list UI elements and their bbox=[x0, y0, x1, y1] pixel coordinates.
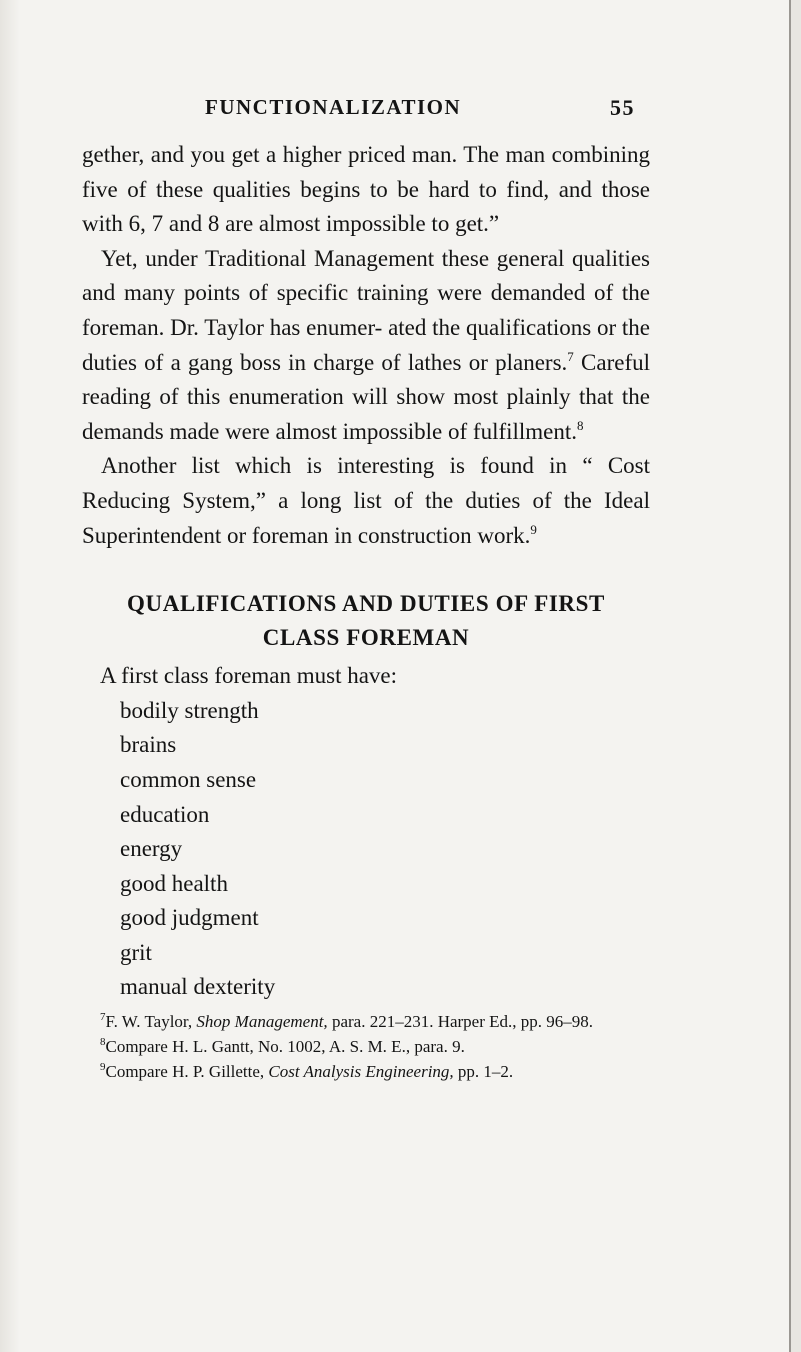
paragraph-continuation: gether, and you get a higher priced man. The man combining five of these qualities begins to be hard to find, and those with 6, 7 and 8 are almost impossible to get.” bbox=[82, 142, 650, 237]
running-title: FUNCTIONALIZATION bbox=[205, 95, 462, 119]
page-header bbox=[205, 95, 635, 127]
list-item: manual dexterity bbox=[120, 974, 276, 1000]
footnote-ref-9: 9 bbox=[530, 521, 537, 537]
footnote-text: Compare H. P. Gillette, bbox=[105, 1062, 269, 1082]
page-body bbox=[82, 138, 650, 1084]
list-item: education bbox=[120, 801, 210, 827]
list-item: good health bbox=[120, 870, 228, 896]
footnote-title: Cost Analysis Engineering, bbox=[268, 1062, 454, 1082]
footnote-7 bbox=[82, 1009, 650, 1034]
footnote-9 bbox=[82, 1059, 650, 1084]
footnote-text: para. 221–231. Harper Ed., pp. 96–98. bbox=[327, 1012, 594, 1032]
footnote-number: 7 bbox=[100, 1011, 106, 1024]
paragraph-text: Yet, under Traditional Management these general qualities and many points of specific training were demanded of the foreman. Dr. Taylor has enumer- ated the qualifications or the duties of a gang boss in charge of lathes or planers. bbox=[82, 245, 650, 375]
list-item: brains bbox=[120, 732, 177, 758]
paragraph-text: Careful reading of this enumeration will show most plainly that the demands made were almost impossible of fulfillment. bbox=[82, 349, 650, 444]
paragraph-text: Another list which is interesting is found in “ Cost Reducing System,” a long list of the duties of the Ideal Superintendent or foreman in construction work. bbox=[82, 453, 650, 548]
footnote-title: Shop Management, bbox=[196, 1012, 328, 1032]
paragraph-traditional-management bbox=[82, 242, 650, 450]
footnote-text: pp. 1–2. bbox=[453, 1062, 514, 1082]
footnote-8 bbox=[82, 1034, 650, 1059]
footnote-number: 8 bbox=[100, 1036, 106, 1049]
list-item: grit bbox=[120, 939, 152, 965]
list-item: common sense bbox=[120, 766, 257, 792]
footnote-text: F. W. Taylor, bbox=[105, 1012, 197, 1032]
list-intro: A first class foreman must have: bbox=[100, 663, 398, 689]
list-item: bodily strength bbox=[120, 697, 259, 723]
footnote-text: Compare H. L. Gantt, No. 1002, A. S. M. E., para. 9. bbox=[105, 1037, 465, 1057]
footnote-ref-8: 8 bbox=[577, 417, 584, 433]
footnote-ref-7: 7 bbox=[567, 348, 574, 364]
page-edge bbox=[789, 0, 801, 1352]
page-number: 55 bbox=[610, 95, 635, 120]
qualities-list bbox=[82, 694, 650, 1005]
footnote-number: 9 bbox=[100, 1061, 106, 1074]
section-heading-line-1: QUALIFICATIONS AND DUTIES OF FIRST bbox=[127, 591, 605, 617]
page-spine-shadow bbox=[0, 0, 20, 1352]
section-spacer bbox=[82, 553, 650, 587]
list-item: energy bbox=[120, 836, 183, 862]
paragraph-cost-reducing-system bbox=[82, 449, 650, 553]
list-item: good judgment bbox=[120, 905, 259, 931]
footnotes bbox=[82, 1009, 650, 1084]
section-heading-line-2: CLASS FOREMAN bbox=[262, 625, 470, 651]
